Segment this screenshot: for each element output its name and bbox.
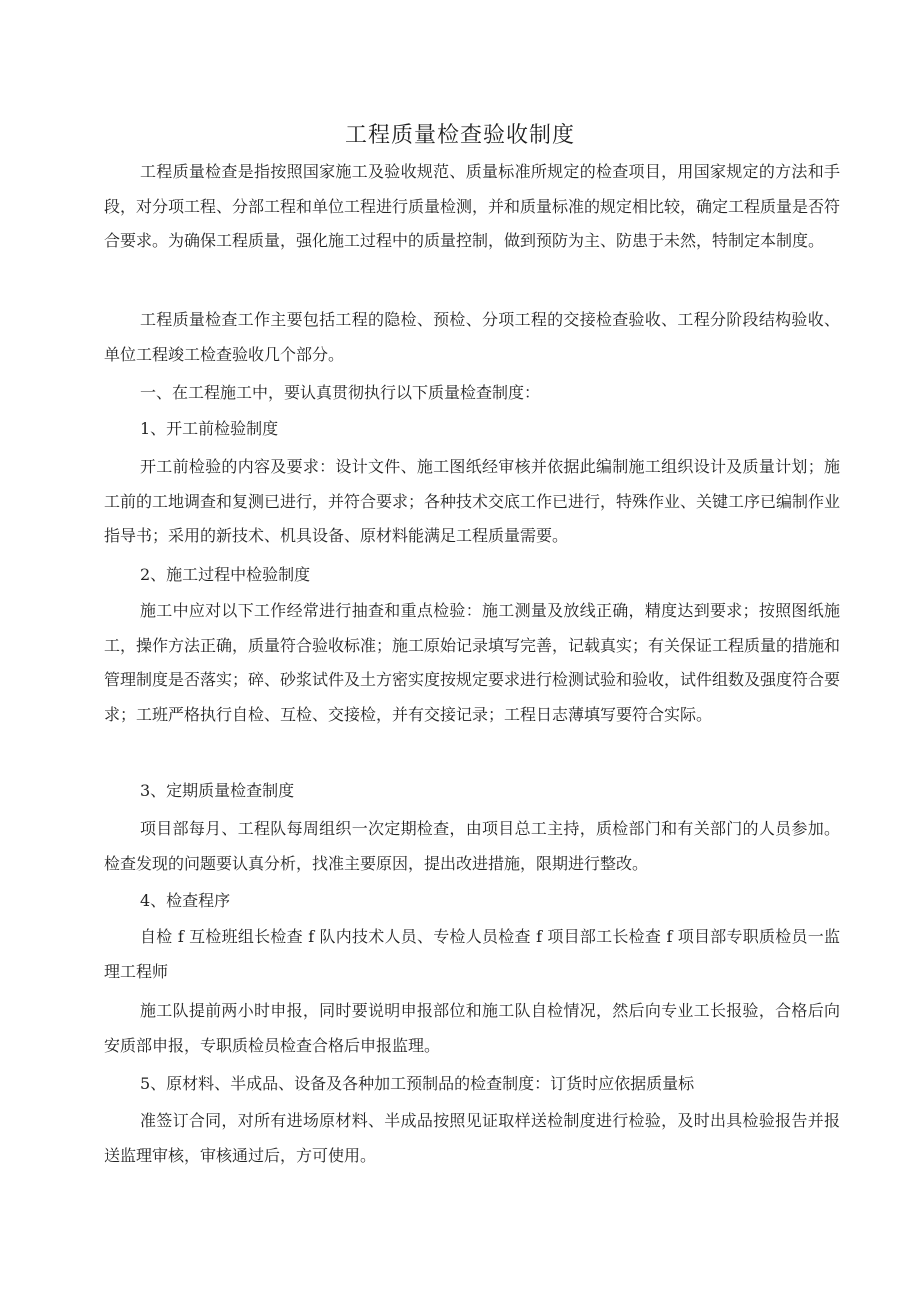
paragraph-materials: 准签订合同，对所有进场原材料、半成品按照见证取样送检制度进行检验，及时出具检验报告并报送监理审核，审核通过后，方可使用。 [104,1111,840,1165]
paragraph-scope: 工程质量检查工作主要包括工程的隐检、预检、分项工程的交接检查验收、工程分阶段结构验收、单位工程竣工检查验收几个部分。 [104,310,840,364]
paragraph-intro: 工程质量检查是指按照国家施工及验收规范、质量标准所规定的检查项目，用国家规定的方法和手段，对分项工程、分部工程和单位工程进行质量检测，并和质量标准的规定相比较，确定工程质量是否符合要求。为确保工程质量，强化施工过程中的质量控制，做到预防为主、防患于未然，特制定本制度。 [104,162,841,250]
section-heading-1: 一、在工程施工中，要认真贯彻执行以下质量检查制度： [140,383,541,402]
subheading-2: 2、施工过程中检验制度 [140,565,311,584]
subheading-4: 4、检查程序 [140,891,231,910]
subheading-1: 1、开工前检验制度 [140,419,279,438]
subheading-5: 5、原材料、半成品、设备及各种加工预制品的检查制度：订货时应依据质量标 [140,1074,695,1093]
paragraph-application: 施工队提前两小时申报，同时要说明申报部位和施工队自检情况，然后向专业工长报验，合格后向安质部申报，专职质检员检查合格后申报监理。 [104,1001,840,1055]
paragraph-pre-start-inspection: 开工前检验的内容及要求：设计文件、施工图纸经审核并依据此编制施工组织设计及质量计划；施工前的工地调查和复测已进行，并符合要求；各种技术交底工作已进行，特殊作业、关键工序已编制作业指导书；采用的新技术、机具设备、原材料能满足工程质量需要。 [104,457,841,545]
paragraph-process-inspection: 施工中应对以下工作经常进行抽查和重点检验：施工测量及放线正确，精度达到要求；按照图纸施工，操作方法正确，质量符合验收标准；施工原始记录填写完善，记载真实；有关保证工程质量的措施和管理制度是否落实；碎、砂浆试件及土方密实度按规定要求进行检测试验和验收，试件组数及强度符合要求；工班严格执行自检、互检、交接检，并有交接记录；工程日志薄填写要符合实际。 [104,601,841,724]
paragraph-periodic-inspection: 项目部每月、工程队每周组织一次定期检查，由项目总工主持，质检部门和有关部门的人员参加。检查发现的问题要认真分析，找准主要原因，提出改进措施，限期进行整改。 [104,819,840,873]
paragraph-procedure-flow: 自检 f 互检班组长检查 f 队内技术人员、专检人员检查 f 项目部工长检查 f 项目部专职质检员一监理工程师 [104,927,840,981]
subheading-3: 3、定期质量检查制度 [140,781,295,800]
document-title: 工程质量检查验收制度 [344,123,575,148]
